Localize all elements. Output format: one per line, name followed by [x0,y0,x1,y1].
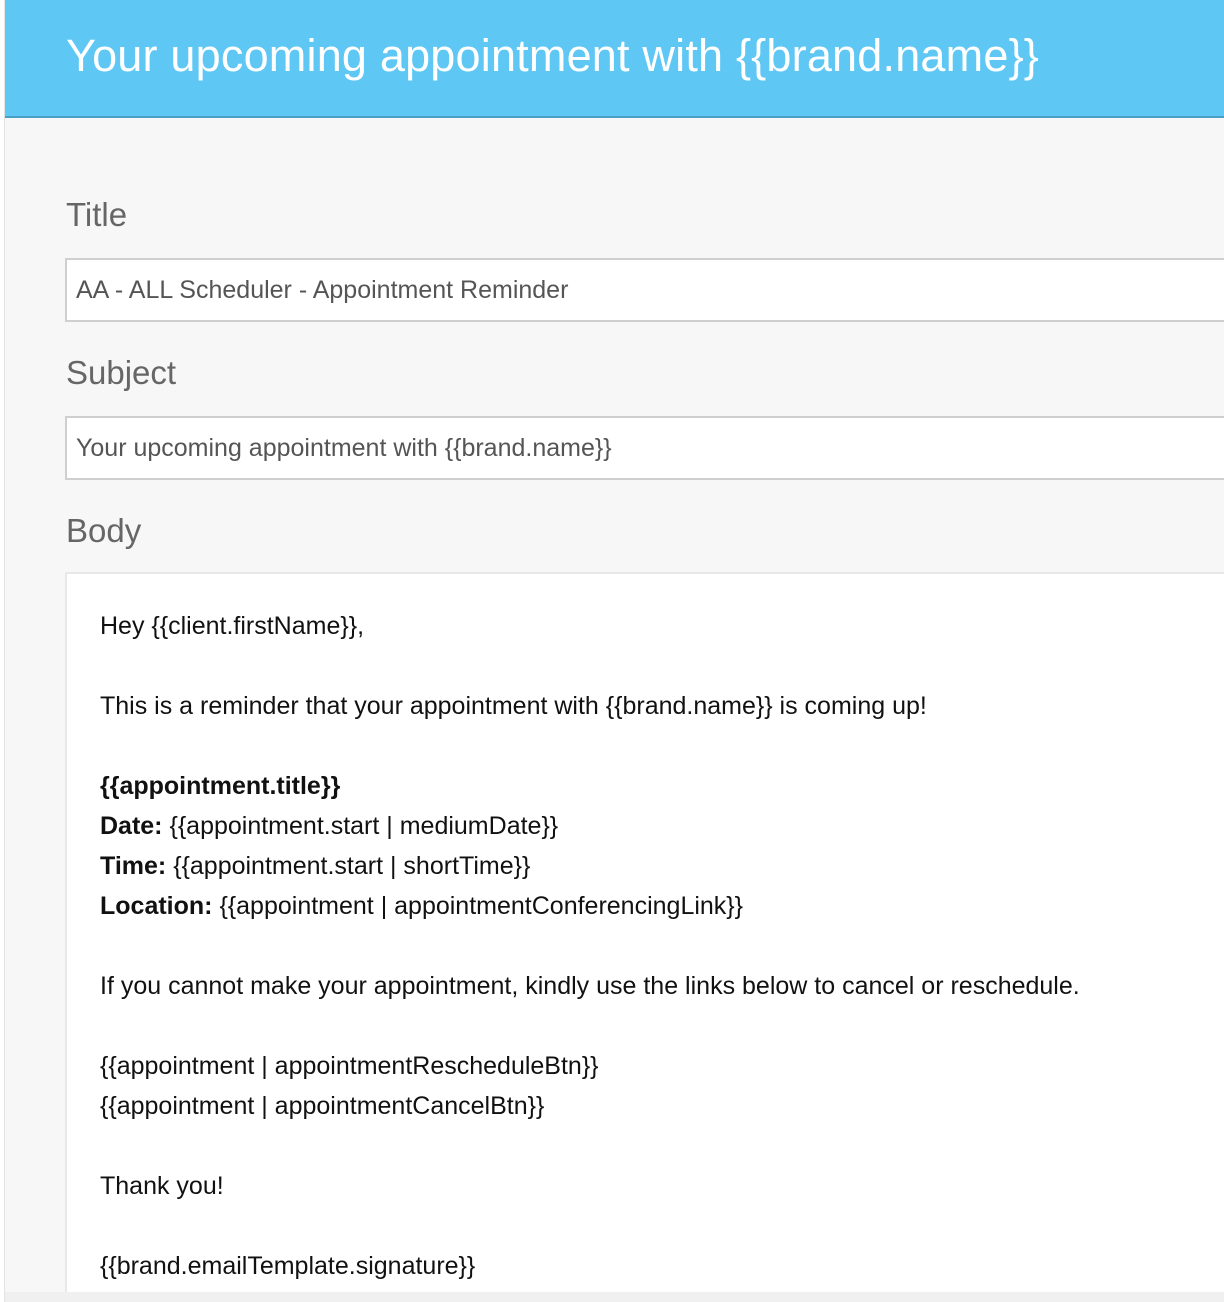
body-editor[interactable] [65,572,1224,1302]
location-label: Location: [100,892,213,920]
time-value: {{appointment.start | shortTime}} [173,852,531,880]
body-time-line [100,850,530,882]
body-appointment-title [100,770,340,802]
body-intro: This is a reminder that your appointment with {{brand.name}} is coming up! [100,692,927,720]
body-cancel-btn: {{appointment | appointmentCancelBtn}} [100,1092,545,1120]
subject-input[interactable] [65,416,1224,480]
body-signature: {{brand.emailTemplate.signature}} [100,1252,476,1280]
subject-label: Subject [66,354,177,391]
body-cancel-note: If you cannot make your appointment, kindly use the links below to cancel or reschedule. [100,972,1080,1000]
body-greeting: Hey {{client.firstName}}, [100,612,365,640]
body-location-line [100,890,743,922]
body-thanks: Thank you! [100,1172,224,1200]
body-label: Body [66,512,142,549]
bottom-strip [5,1292,1224,1302]
body-date-line [100,810,558,842]
time-label: Time: [100,852,167,880]
modal-title: Your upcoming appointment with {{brand.name}} [66,30,1040,81]
location-value: {{appointment | appointmentConferencingLink}} [219,892,744,920]
date-label: Date: [100,812,163,840]
modal-header [5,0,1224,118]
body-reschedule-btn: {{appointment | appointmentRescheduleBtn}} [100,1052,599,1080]
date-value: {{appointment.start | mediumDate}} [169,812,559,840]
title-label: Title [66,196,128,233]
appointment-title-text: {{appointment.title}} [100,772,341,800]
title-input[interactable] [65,258,1224,322]
email-template-modal [4,0,1224,1302]
